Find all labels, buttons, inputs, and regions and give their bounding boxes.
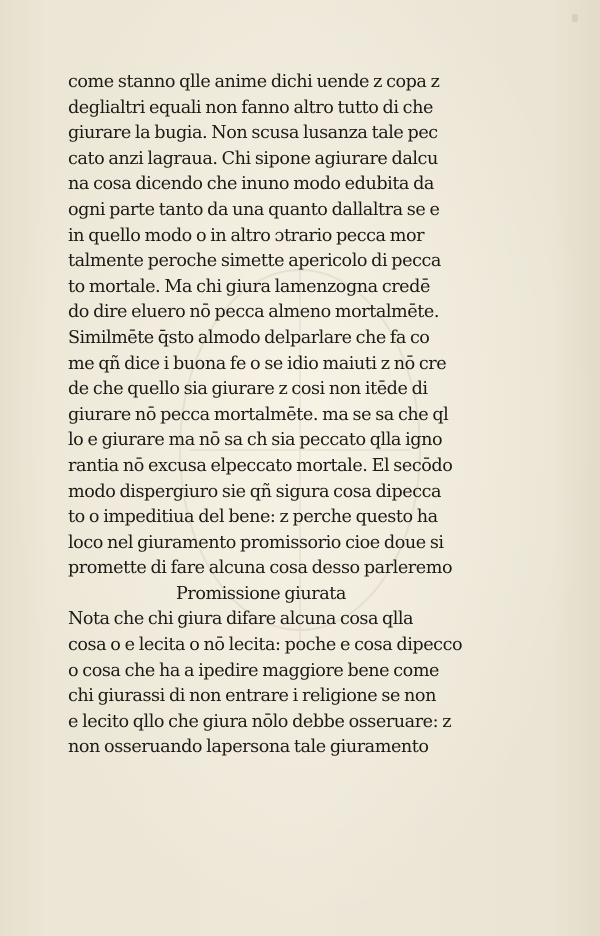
text-line-5: na cosa dicendo che inuno modo edubita da bbox=[68, 174, 434, 195]
text-line-6: ogni parte tanto da una quanto dallaltra se e bbox=[68, 199, 440, 220]
text-line-10: do dire eluero nō pecca almeno mortalmēte. bbox=[68, 302, 439, 323]
text-line-15: lo e giurare ma nō sa ch sia peccato qlla igno bbox=[68, 430, 443, 451]
text-line-19: loco nel giuramento promissorio cioe doue si bbox=[68, 532, 444, 553]
text-line-11: Similmēte q̄sto almodo delparlare che fa co bbox=[68, 327, 430, 348]
text-line-17: modo dispergiuro sie qñ sigura cosa dipecca bbox=[68, 481, 442, 502]
text-line-25: chi giurassi di non entrare i religione se non bbox=[68, 686, 436, 707]
text-line-12: me qñ dice i buona fe o se idio maiuti z nō cre bbox=[68, 353, 447, 374]
text-line-14: giurare nō pecca mortalmēte. ma se sa che ql bbox=[68, 404, 449, 425]
section-heading: Promissione giurata bbox=[176, 583, 346, 604]
text-line-23: cosa o e lecita o nō lecita: poche e cosa dipecco bbox=[68, 635, 463, 656]
text-line-4: cato anzi lagraua. Chi sipone agiurare dalcu bbox=[68, 148, 438, 169]
text-line-20: promette di fare alcuna cosa desso parleremo bbox=[68, 558, 453, 579]
text-line-13: de che quello sia giurare z cosi non itēde di bbox=[68, 379, 428, 400]
text-line-24: o cosa che ha a ipedire maggiore bene come bbox=[68, 660, 440, 681]
text-line-22: Nota che chi giura difare alcuna cosa qlla bbox=[68, 609, 414, 630]
text-line-8: talmente peroche simette apericolo di pecca bbox=[68, 251, 441, 272]
text-line-18: to o impeditiua del bene: z perche questo ha bbox=[68, 507, 438, 528]
text-line-27: non osseruando lapersona tale giuramento bbox=[68, 737, 429, 758]
text-line-26: e lecito qllo che giura nōlo debbe osseruare: z bbox=[68, 711, 452, 732]
text-line-9: to mortale. Ma chi giura lamenzogna credē bbox=[68, 276, 430, 297]
text-line-7: in quello modo o in altro ɔtrario pecca mor bbox=[68, 225, 425, 246]
text-line-1: come stanno qlle anime dichi uende z copa z bbox=[68, 72, 440, 92]
body-text bbox=[68, 70, 478, 761]
text-line-3: giurare la bugia. Non scusa lusanza tale pec bbox=[68, 123, 438, 144]
text-line-16: rantia nō excusa elpeccato mortale. El secōdo bbox=[68, 455, 453, 476]
text-line-2: deglialtri equali non fanno altro tutto di che bbox=[68, 97, 433, 118]
corner-mark bbox=[572, 14, 578, 22]
